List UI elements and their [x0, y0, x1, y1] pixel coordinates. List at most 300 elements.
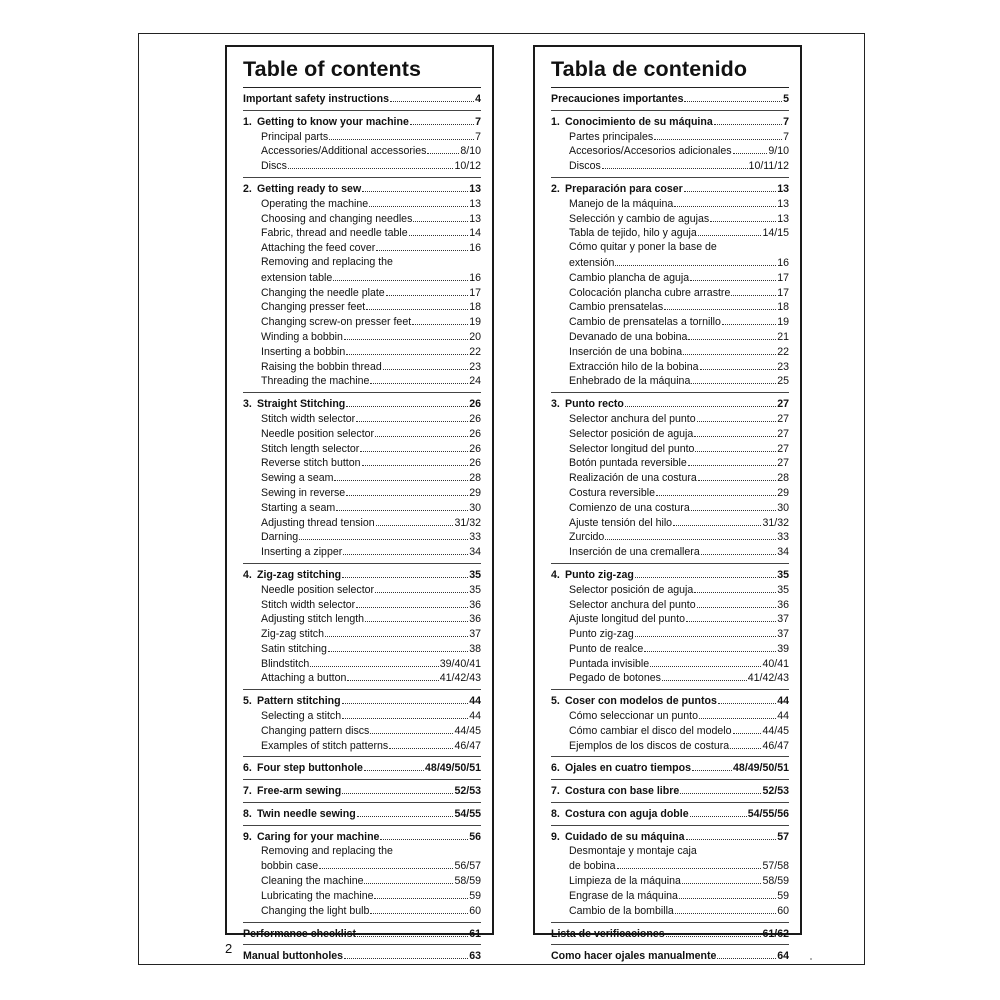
toc-entry-page: 27: [777, 398, 789, 411]
section-divider: [243, 922, 481, 923]
toc-entry-page: 28: [777, 472, 789, 485]
toc-entry[interactable]: [551, 656, 789, 671]
toc-entry[interactable]: [551, 344, 789, 359]
toc-entry-page: 41/42/43: [747, 672, 789, 685]
dot-leader: [383, 359, 468, 370]
section-divider: [243, 177, 481, 178]
dot-leader: [697, 411, 777, 422]
dot-leader: [682, 873, 762, 884]
toc-entry-page: 22: [469, 345, 481, 358]
toc-entry[interactable]: [243, 888, 481, 903]
dot-leader: [347, 670, 438, 681]
toc-entry-page: 39: [777, 642, 789, 655]
toc-entry[interactable]: [243, 470, 481, 485]
dot-leader: [342, 693, 469, 704]
toc-entry[interactable]: [551, 693, 789, 708]
toc-entry[interactable]: [243, 515, 481, 530]
toc-entry-label: Punto zig-zag: [565, 568, 634, 581]
toc-entry[interactable]: [551, 455, 789, 470]
toc-entry[interactable]: [551, 844, 789, 859]
toc-entry-label: Removing and replacing the: [261, 844, 393, 857]
dot-leader: [376, 515, 454, 526]
toc-entry-page: 40/41: [762, 657, 789, 670]
dot-leader: [722, 314, 776, 325]
toc-entry-label: Operating the machine: [261, 197, 369, 210]
dot-leader: [650, 656, 761, 667]
toc-entry-label: Discs: [261, 160, 287, 173]
toc-entry-page: 38: [469, 642, 481, 655]
dot-leader: [427, 143, 459, 154]
dot-leader: [346, 396, 468, 407]
toc-entry-label: Selector posición de aguja: [569, 427, 694, 440]
toc-entry[interactable]: [551, 181, 789, 196]
toc-entry[interactable]: [551, 196, 789, 211]
toc-entry-page: 14/15: [762, 227, 789, 240]
dot-leader: [717, 948, 776, 959]
toc-entry[interactable]: [243, 738, 481, 753]
dot-leader: [344, 329, 468, 340]
toc-entry[interactable]: [551, 567, 789, 582]
toc-entry-page: 16: [777, 256, 789, 269]
toc-entry-label: Puntada invisible: [569, 657, 650, 670]
toc-entry-label: Straight Stitching: [257, 398, 346, 411]
toc-entry[interactable]: [551, 858, 789, 873]
toc-entry[interactable]: [243, 783, 481, 798]
toc-entry[interactable]: [551, 582, 789, 597]
toc-entry-label: Changing screw-on presser feet: [261, 316, 412, 329]
toc-entry[interactable]: [243, 544, 481, 559]
toc-entry[interactable]: [551, 114, 789, 129]
dot-leader: [690, 806, 747, 817]
toc-entry[interactable]: [243, 708, 481, 723]
toc-entry-page: 35: [469, 568, 481, 581]
dot-leader: [688, 329, 776, 340]
toc-entry-page: 18: [777, 301, 789, 314]
scan-speck: [810, 958, 812, 960]
toc-entry-page: 33: [777, 531, 789, 544]
toc-entry[interactable]: [243, 641, 481, 656]
toc-english-list: [243, 91, 481, 963]
dot-leader: [394, 255, 480, 265]
toc-spanish-list: [551, 91, 789, 963]
toc-entry[interactable]: [243, 359, 481, 374]
toc-entry[interactable]: [243, 91, 481, 106]
toc-entry[interactable]: [243, 582, 481, 597]
dot-leader: [625, 396, 776, 407]
toc-entry[interactable]: [551, 91, 789, 106]
toc-entry-label: Sewing in reverse: [261, 486, 346, 499]
dot-leader: [364, 873, 453, 884]
toc-entry-page: 26: [469, 427, 481, 440]
toc-entry-label: Devanado de una bobina: [569, 330, 688, 343]
dot-leader: [701, 544, 776, 555]
toc-entry[interactable]: [551, 485, 789, 500]
section-divider: [243, 756, 481, 757]
toc-entry-label: Lubricating the machine: [261, 890, 374, 903]
toc-entry-number: 8.: [551, 808, 560, 821]
toc-entry-page: 17: [469, 286, 481, 299]
toc-entry[interactable]: [243, 760, 481, 775]
toc-entry-page: 7: [783, 115, 789, 128]
toc-entry-label: Principal parts: [261, 130, 329, 143]
section-divider: [243, 563, 481, 564]
toc-entry-page: 35: [777, 583, 789, 596]
toc-entry[interactable]: [243, 344, 481, 359]
toc-entry[interactable]: [551, 783, 789, 798]
toc-entry-label: Desmontaje y montaje caja: [569, 844, 697, 857]
toc-entry[interactable]: [551, 211, 789, 226]
toc-entry[interactable]: [243, 225, 481, 240]
toc-entry-label: Ajuste longitud del punto: [569, 613, 686, 626]
toc-entry-label: Manual buttonholes: [243, 950, 344, 963]
dot-leader: [718, 693, 776, 704]
toc-entry-label: Pegado de botones: [569, 672, 661, 685]
toc-entry[interactable]: [243, 114, 481, 129]
toc-entry[interactable]: [243, 529, 481, 544]
dot-leader: [389, 738, 453, 749]
toc-entry[interactable]: [243, 299, 481, 314]
toc-entry-label: Ajuste tensión del hilo: [569, 516, 673, 529]
toc-entry[interactable]: [551, 670, 789, 685]
toc-entry[interactable]: [243, 806, 481, 821]
toc-entry[interactable]: [243, 314, 481, 329]
toc-entry-number: 1.: [551, 115, 560, 128]
toc-entry-page: 17: [777, 271, 789, 284]
toc-entry[interactable]: [551, 329, 789, 344]
toc-entry-label: Partes principales: [569, 130, 654, 143]
toc-entry[interactable]: [551, 240, 789, 255]
dot-leader: [615, 255, 776, 266]
toc-entry-label: Cómo seleccionar un punto: [569, 710, 698, 723]
dot-leader: [680, 783, 761, 794]
toc-entry[interactable]: [243, 426, 481, 441]
toc-entry-page: 21: [777, 330, 789, 343]
dot-leader: [346, 344, 468, 355]
toc-entry-page: 17: [777, 286, 789, 299]
toc-entry[interactable]: [551, 515, 789, 530]
toc-entry[interactable]: [243, 143, 481, 158]
toc-entry-page: 39/40/41: [439, 657, 481, 670]
toc-entry[interactable]: [551, 470, 789, 485]
toc-entry[interactable]: [243, 196, 481, 211]
toc-entry[interactable]: [551, 948, 789, 963]
toc-entry[interactable]: [551, 129, 789, 144]
toc-entry-label: Fabric, thread and needle table: [261, 227, 408, 240]
toc-entry-page: 4: [475, 93, 481, 105]
toc-entry-label: Ojales en cuatro tiempos: [565, 762, 691, 775]
section-divider: [243, 689, 481, 690]
toc-entry[interactable]: [243, 411, 481, 426]
toc-entry[interactable]: [551, 544, 789, 559]
toc-entry-label: Attaching the feed cover: [261, 242, 376, 255]
toc-entry[interactable]: [243, 611, 481, 626]
section-divider: [551, 110, 789, 111]
toc-entry-page: 34: [469, 546, 481, 559]
toc-entry[interactable]: [551, 299, 789, 314]
toc-entry[interactable]: [551, 314, 789, 329]
toc-entry-page: 13: [469, 212, 481, 225]
toc-entry[interactable]: [243, 158, 481, 173]
toc-entry[interactable]: [551, 255, 789, 270]
toc-entry-page: 8/10: [460, 145, 481, 158]
toc-entry-label: Cómo cambiar el disco del modelo: [569, 724, 732, 737]
toc-entry[interactable]: [243, 396, 481, 411]
toc-english-panel: [225, 45, 494, 963]
dot-leader: [364, 760, 424, 771]
toc-entry[interactable]: [243, 844, 481, 859]
toc-entry[interactable]: [551, 873, 789, 888]
toc-entry[interactable]: [243, 567, 481, 582]
toc-entry-label: Selector longitud del punto: [569, 442, 695, 455]
toc-entry[interactable]: [551, 903, 789, 918]
toc-entry[interactable]: [243, 181, 481, 196]
toc-spanish-title: Tabla de contenido: [551, 57, 748, 81]
section-divider: [243, 392, 481, 393]
toc-entry[interactable]: [551, 626, 789, 641]
toc-entry-page: 5: [783, 93, 789, 105]
toc-entry-label: Changing presser feet: [261, 301, 366, 314]
dot-leader: [733, 723, 762, 734]
toc-entry[interactable]: [243, 829, 481, 844]
toc-entry[interactable]: [243, 858, 481, 873]
toc-entry-page: 36: [777, 598, 789, 611]
dot-leader: [369, 196, 468, 207]
toc-entry[interactable]: [243, 597, 481, 612]
toc-entry[interactable]: [551, 359, 789, 374]
dot-leader: [730, 738, 761, 749]
toc-entry-label: Lista de verificaciones: [551, 927, 665, 940]
toc-entry-label: Twin needle sewing: [257, 808, 356, 821]
toc-entry-number: 2.: [243, 182, 252, 195]
toc-entry[interactable]: [243, 500, 481, 515]
dot-leader: [380, 829, 468, 840]
toc-entry-page: 31/32: [762, 516, 789, 529]
dot-leader: [662, 670, 747, 681]
dot-leader: [375, 426, 468, 437]
toc-entry-page: 44: [469, 695, 481, 708]
toc-entry-label: Selección y cambio de agujas: [569, 212, 710, 225]
toc-entry-label: Choosing and changing needles: [261, 212, 413, 225]
toc-entry[interactable]: [551, 426, 789, 441]
toc-entry[interactable]: [551, 806, 789, 821]
toc-entry-page: 36: [469, 613, 481, 626]
toc-entry[interactable]: [243, 129, 481, 144]
toc-entry-page: 27: [777, 457, 789, 470]
toc-entry-page: 30: [777, 501, 789, 514]
toc-entry-page: 37: [777, 613, 789, 626]
section-divider: [551, 802, 789, 803]
toc-entry[interactable]: [551, 158, 789, 173]
toc-entry-label: Stitch length selector: [261, 442, 360, 455]
toc-entry-number: 4.: [243, 568, 252, 581]
toc-entry-label: Precauciones importantes: [551, 93, 684, 105]
toc-entry[interactable]: [243, 948, 481, 963]
toc-entry-page: 57/58: [762, 860, 789, 873]
toc-entry[interactable]: [243, 670, 481, 685]
dot-leader: [684, 181, 776, 192]
dot-leader: [328, 641, 468, 652]
toc-entry-label: Costura reversible: [569, 486, 655, 499]
toc-entry[interactable]: [243, 723, 481, 738]
toc-entry-label: Needle position selector: [261, 583, 375, 596]
toc-entry-page: 44: [777, 710, 789, 723]
toc-entry[interactable]: [243, 240, 481, 255]
dot-leader: [343, 544, 468, 555]
toc-entry-page: 14: [469, 227, 481, 240]
toc-english-title: Table of contents: [243, 57, 422, 81]
toc-entry[interactable]: [551, 611, 789, 626]
toc-entry[interactable]: [551, 829, 789, 844]
toc-entry-page: 52/53: [762, 785, 789, 798]
dot-leader: [346, 485, 468, 496]
dot-leader: [690, 270, 776, 281]
toc-entry-label: Important safety instructions: [243, 93, 389, 105]
dot-leader: [673, 515, 761, 526]
toc-entry-page: 20: [469, 330, 481, 343]
toc-entry-label: Selector anchura del punto: [569, 412, 696, 425]
toc-entry-label: Cambio plancha de aguja: [569, 271, 690, 284]
section-divider: [551, 689, 789, 690]
toc-entry-page: 19: [469, 316, 481, 329]
dot-leader: [325, 626, 468, 637]
toc-entry[interactable]: [551, 529, 789, 544]
toc-entry-page: 59: [469, 890, 481, 903]
toc-entry-label: Punto zig-zag: [569, 628, 634, 641]
toc-entry[interactable]: [243, 329, 481, 344]
toc-entry[interactable]: [243, 270, 481, 285]
dot-leader: [356, 411, 468, 422]
toc-entry[interactable]: [243, 656, 481, 671]
toc-entry-page: 59: [777, 890, 789, 903]
toc-entry-page: 41/42/43: [439, 672, 481, 685]
dot-leader: [342, 783, 453, 794]
toc-entry[interactable]: [551, 708, 789, 723]
dot-leader: [675, 903, 776, 914]
toc-entry-page: 7: [475, 130, 481, 143]
toc-entry[interactable]: [243, 285, 481, 300]
dot-leader: [686, 829, 777, 840]
toc-entry-label: Costura con aguja doble: [565, 808, 689, 821]
toc-entry[interactable]: [243, 255, 481, 270]
toc-entry-page: 16: [469, 242, 481, 255]
toc-entry-page: 25: [777, 375, 789, 388]
toc-entry-page: 22: [777, 345, 789, 358]
dot-leader: [602, 158, 748, 169]
toc-entry[interactable]: [551, 285, 789, 300]
toc-entry-page: 13: [469, 197, 481, 210]
toc-entry-page: 37: [469, 628, 481, 641]
toc-entry-label: Accessories/Additional accessories: [261, 145, 427, 158]
dot-leader: [362, 455, 469, 466]
dot-leader: [376, 240, 468, 251]
toc-entry[interactable]: [551, 143, 789, 158]
toc-entry[interactable]: [243, 693, 481, 708]
dot-leader: [362, 181, 468, 192]
toc-entry-page: 23: [469, 360, 481, 373]
toc-entry[interactable]: [551, 738, 789, 753]
toc-entry-label: Getting to know your machine: [257, 115, 409, 128]
dot-leader: [409, 225, 469, 236]
toc-entry[interactable]: [551, 723, 789, 738]
dot-leader: [360, 441, 468, 452]
toc-entry[interactable]: [243, 455, 481, 470]
toc-entry-label: Discos: [569, 160, 601, 173]
dot-leader: [656, 485, 776, 496]
toc-entry[interactable]: [243, 373, 481, 388]
dot-leader: [342, 567, 468, 578]
toc-entry-page: 64: [777, 950, 789, 963]
toc-entry-label: Enhebrado de la máquina: [569, 375, 691, 388]
toc-entry-label: Darning: [261, 531, 299, 544]
toc-entry[interactable]: [551, 411, 789, 426]
toc-entry-label: Satin stitching: [261, 642, 327, 655]
toc-entry-label: Punto de realce: [569, 642, 644, 655]
title-divider: [551, 87, 789, 88]
toc-entry-label: Changing the light bulb: [261, 904, 370, 917]
toc-entry-page: 10/12: [454, 160, 481, 173]
toc-entry-page: 44/45: [454, 724, 481, 737]
toc-entry[interactable]: [243, 626, 481, 641]
toc-entry-page: 13: [777, 212, 789, 225]
toc-entry[interactable]: [551, 888, 789, 903]
toc-entry[interactable]: [551, 641, 789, 656]
dot-leader: [694, 426, 776, 437]
toc-entry-label: Performance checklist: [243, 927, 357, 940]
toc-entry-page: 19: [777, 316, 789, 329]
toc-entry-label: Zig-zag stitch: [261, 628, 324, 641]
toc-entry[interactable]: [551, 926, 789, 941]
toc-entry[interactable]: [243, 903, 481, 918]
toc-entry[interactable]: [243, 211, 481, 226]
dot-leader: [635, 567, 776, 578]
toc-entry[interactable]: [243, 926, 481, 941]
toc-entry-label: Coser con modelos de puntos: [565, 695, 717, 708]
toc-entry[interactable]: [551, 270, 789, 285]
toc-entry[interactable]: [551, 373, 789, 388]
dot-leader: [691, 500, 776, 511]
dot-leader: [698, 470, 776, 481]
dot-leader: [386, 285, 469, 296]
toc-entry[interactable]: [551, 396, 789, 411]
dot-leader: [684, 91, 782, 102]
toc-entry-label: Selector anchura del punto: [569, 598, 696, 611]
toc-entry[interactable]: [551, 225, 789, 240]
toc-entry-label: Manejo de la máquina: [569, 197, 674, 210]
section-divider: [243, 779, 481, 780]
dot-leader: [329, 129, 474, 140]
toc-entry[interactable]: [551, 597, 789, 612]
toc-entry-page: 23: [777, 360, 789, 373]
toc-entry-page: 27: [777, 412, 789, 425]
dot-leader: [412, 314, 468, 325]
toc-entry[interactable]: [243, 441, 481, 456]
toc-entry-page: 63: [469, 950, 481, 963]
dot-leader: [370, 373, 468, 384]
toc-entry[interactable]: [243, 873, 481, 888]
toc-entry[interactable]: [551, 760, 789, 775]
toc-entry[interactable]: [243, 485, 481, 500]
toc-entry-label: Cambio de la bombilla: [569, 904, 674, 917]
page-number: 2: [225, 941, 233, 956]
toc-entry[interactable]: [551, 500, 789, 515]
toc-entry-page: 13: [469, 182, 481, 195]
dot-leader: [390, 91, 474, 102]
toc-entry[interactable]: [551, 441, 789, 456]
dot-leader: [370, 723, 453, 734]
toc-entry-page: 61/62: [762, 927, 789, 940]
dot-leader: [288, 158, 454, 169]
toc-entry-page: 35: [469, 583, 481, 596]
